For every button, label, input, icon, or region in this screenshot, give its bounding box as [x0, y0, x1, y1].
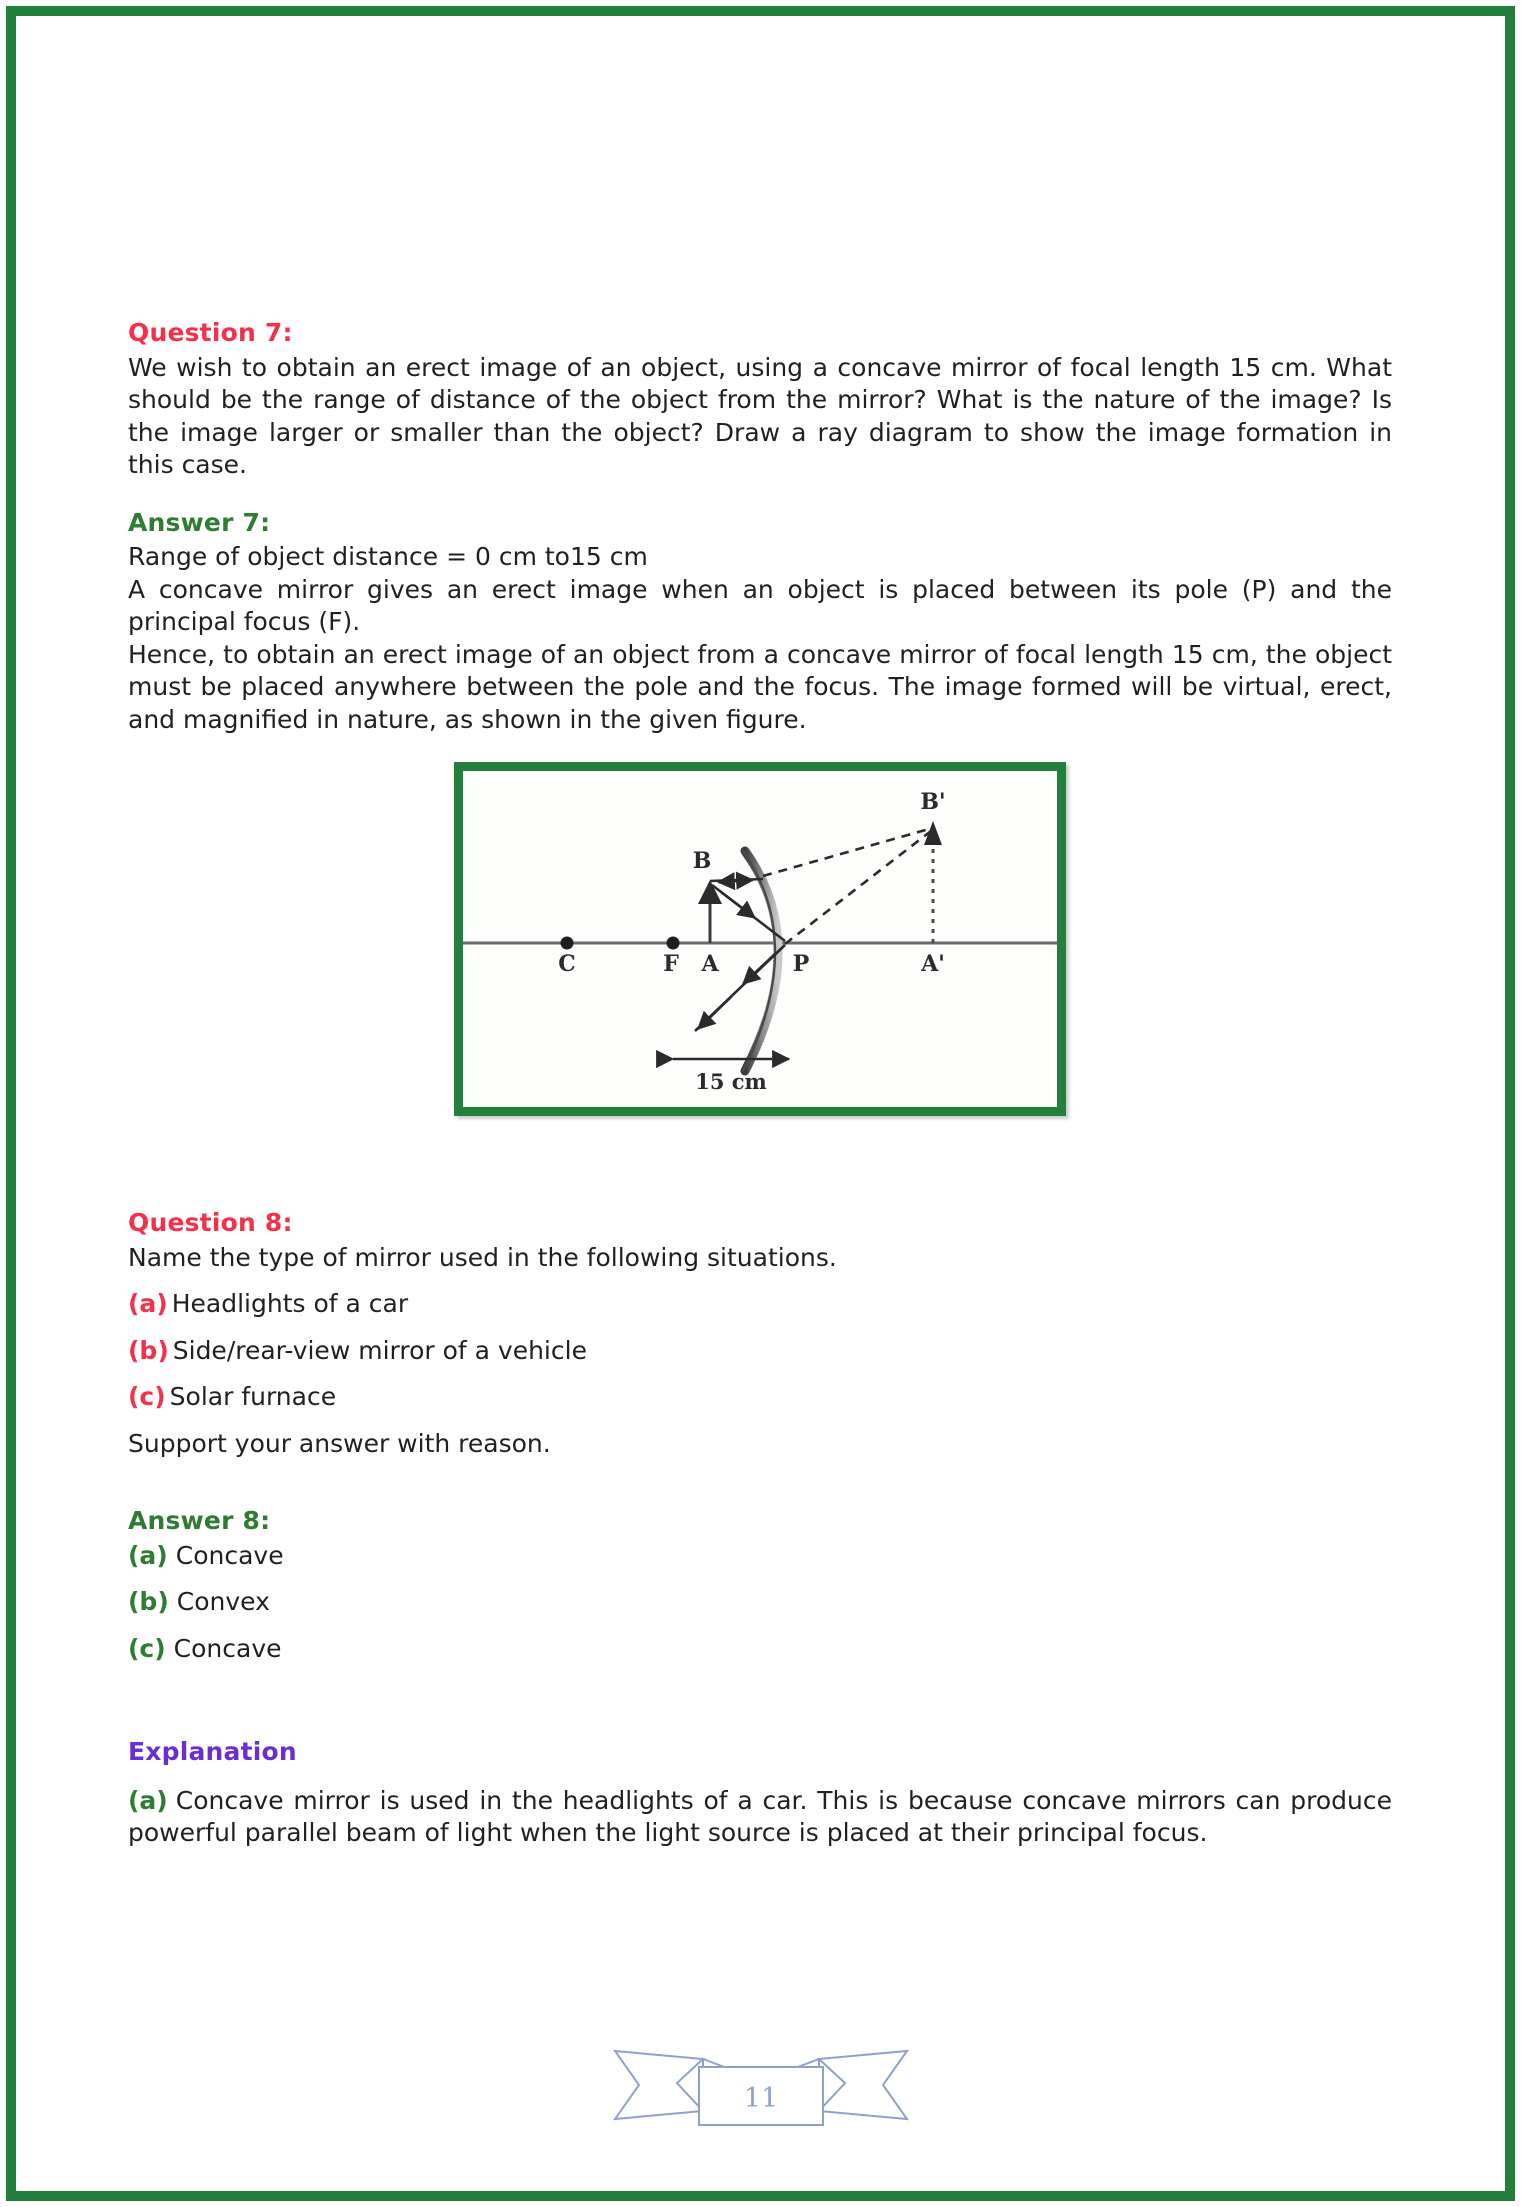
explanation-block — [128, 1737, 1392, 1850]
ray-2-incident-arrow — [721, 892, 755, 918]
answer-8-text-c: Concave — [173, 1633, 282, 1663]
answer-8-item-b — [128, 1586, 1392, 1619]
question-8-text-a: Headlights of a car — [171, 1289, 409, 1318]
question-8-block — [128, 1208, 1392, 1460]
explanation-paragraph — [128, 1785, 1392, 1850]
question-8-intro: Name the type of mirror used in the following situations. — [128, 1242, 837, 1272]
question-8-footer: Support your answer with reason. — [128, 1428, 551, 1458]
question-8-item-c — [128, 1381, 1392, 1414]
page-number-text: 11 — [743, 2083, 778, 2114]
label-p: P — [792, 951, 810, 977]
answer-8-text-a: Concave — [175, 1540, 284, 1570]
figure-container — [128, 762, 1392, 1116]
answer-8-block — [128, 1506, 1392, 1665]
ribbon-tail-right — [819, 2051, 907, 2119]
ribbon-svg — [611, 2037, 911, 2129]
page-number-ribbon — [611, 2037, 911, 2129]
label-f: F — [663, 951, 679, 977]
ray-2-reflected-arrow-1 — [743, 954, 775, 984]
concave-mirror-ray-diagram — [454, 762, 1066, 1116]
explanation-marker-a: (a) — [128, 1785, 168, 1815]
ray-2-reflected-arrow-2 — [698, 997, 731, 1029]
ray-1-arrowhead-left — [718, 881, 738, 882]
dimension-label-15cm: 15 cm — [695, 1069, 767, 1094]
question-8-text-b: Side/rear-view mirror of a vehicle — [172, 1335, 587, 1365]
answer-8-item-c — [128, 1633, 1392, 1666]
question-8-item-b — [128, 1335, 1392, 1368]
answer-8-text-b: Convex — [176, 1587, 270, 1616]
label-a-prime: A' — [921, 951, 945, 977]
question-8-item-a — [128, 1288, 1392, 1321]
ribbon-tail-left — [615, 2051, 703, 2119]
question-8-marker-b: (b) — [128, 1335, 169, 1365]
question-7-body: We wish to obtain an erect image of an object, using a concave mirror of focal length 15 cm. What should be the range of distance of the object from the mirror? What is the nature of the image? Is the image larger or smaller than the object? Draw a ray diagram to show the image formation in this case. — [128, 352, 1392, 479]
question-8-text-c: Solar furnace — [169, 1382, 337, 1411]
question-8-marker-a: (a) — [128, 1289, 168, 1318]
label-b: B — [692, 848, 712, 874]
answer-8-marker-c: (c) — [128, 1633, 166, 1663]
question-7-block — [128, 318, 1392, 482]
label-a: A — [701, 951, 719, 977]
explanation-heading: Explanation — [128, 1737, 297, 1766]
page-number-ribbon-container — [0, 2037, 1521, 2129]
answer-8-heading: Answer 8: — [128, 1506, 271, 1535]
page-content — [128, 0, 1392, 1850]
answer-8-item-a — [128, 1540, 1392, 1573]
answer-8-marker-b: (b) — [128, 1587, 169, 1616]
ray-diagram-svg — [463, 771, 1057, 1107]
answer-7-block — [128, 508, 1392, 737]
label-c: C — [558, 951, 576, 977]
point-c-dot — [561, 937, 574, 950]
answer-7-paragraph-1: A concave mirror gives an erect image when an object is placed between its pole (P) and the principal focus (F). — [128, 574, 1392, 636]
answer-7-paragraph-2: Hence, to obtain an erect image of an object from a concave mirror of focal length 15 cm, the object must be placed anywhere between the pole and the focus. The image formed will be virtual, erect, and magnified in nature, as shown in the given figure. — [128, 639, 1392, 734]
answer-7-range-line: Range of object distance = 0 cm to15 cm — [128, 542, 648, 571]
answer-8-marker-a: (a) — [128, 1540, 168, 1570]
point-f-dot — [667, 937, 680, 950]
question-7-heading: Question 7: — [128, 318, 293, 347]
question-8-marker-c: (c) — [128, 1382, 166, 1411]
explanation-text: Concave mirror is used in the headlights of a car. This is because concave mirrors can produce powerful parallel beam of light when the light source is placed at their principal focus. — [128, 1785, 1392, 1847]
answer-7-heading: Answer 7: — [128, 507, 271, 537]
question-8-heading: Question 8: — [128, 1208, 293, 1237]
label-b-prime: B' — [920, 789, 946, 815]
